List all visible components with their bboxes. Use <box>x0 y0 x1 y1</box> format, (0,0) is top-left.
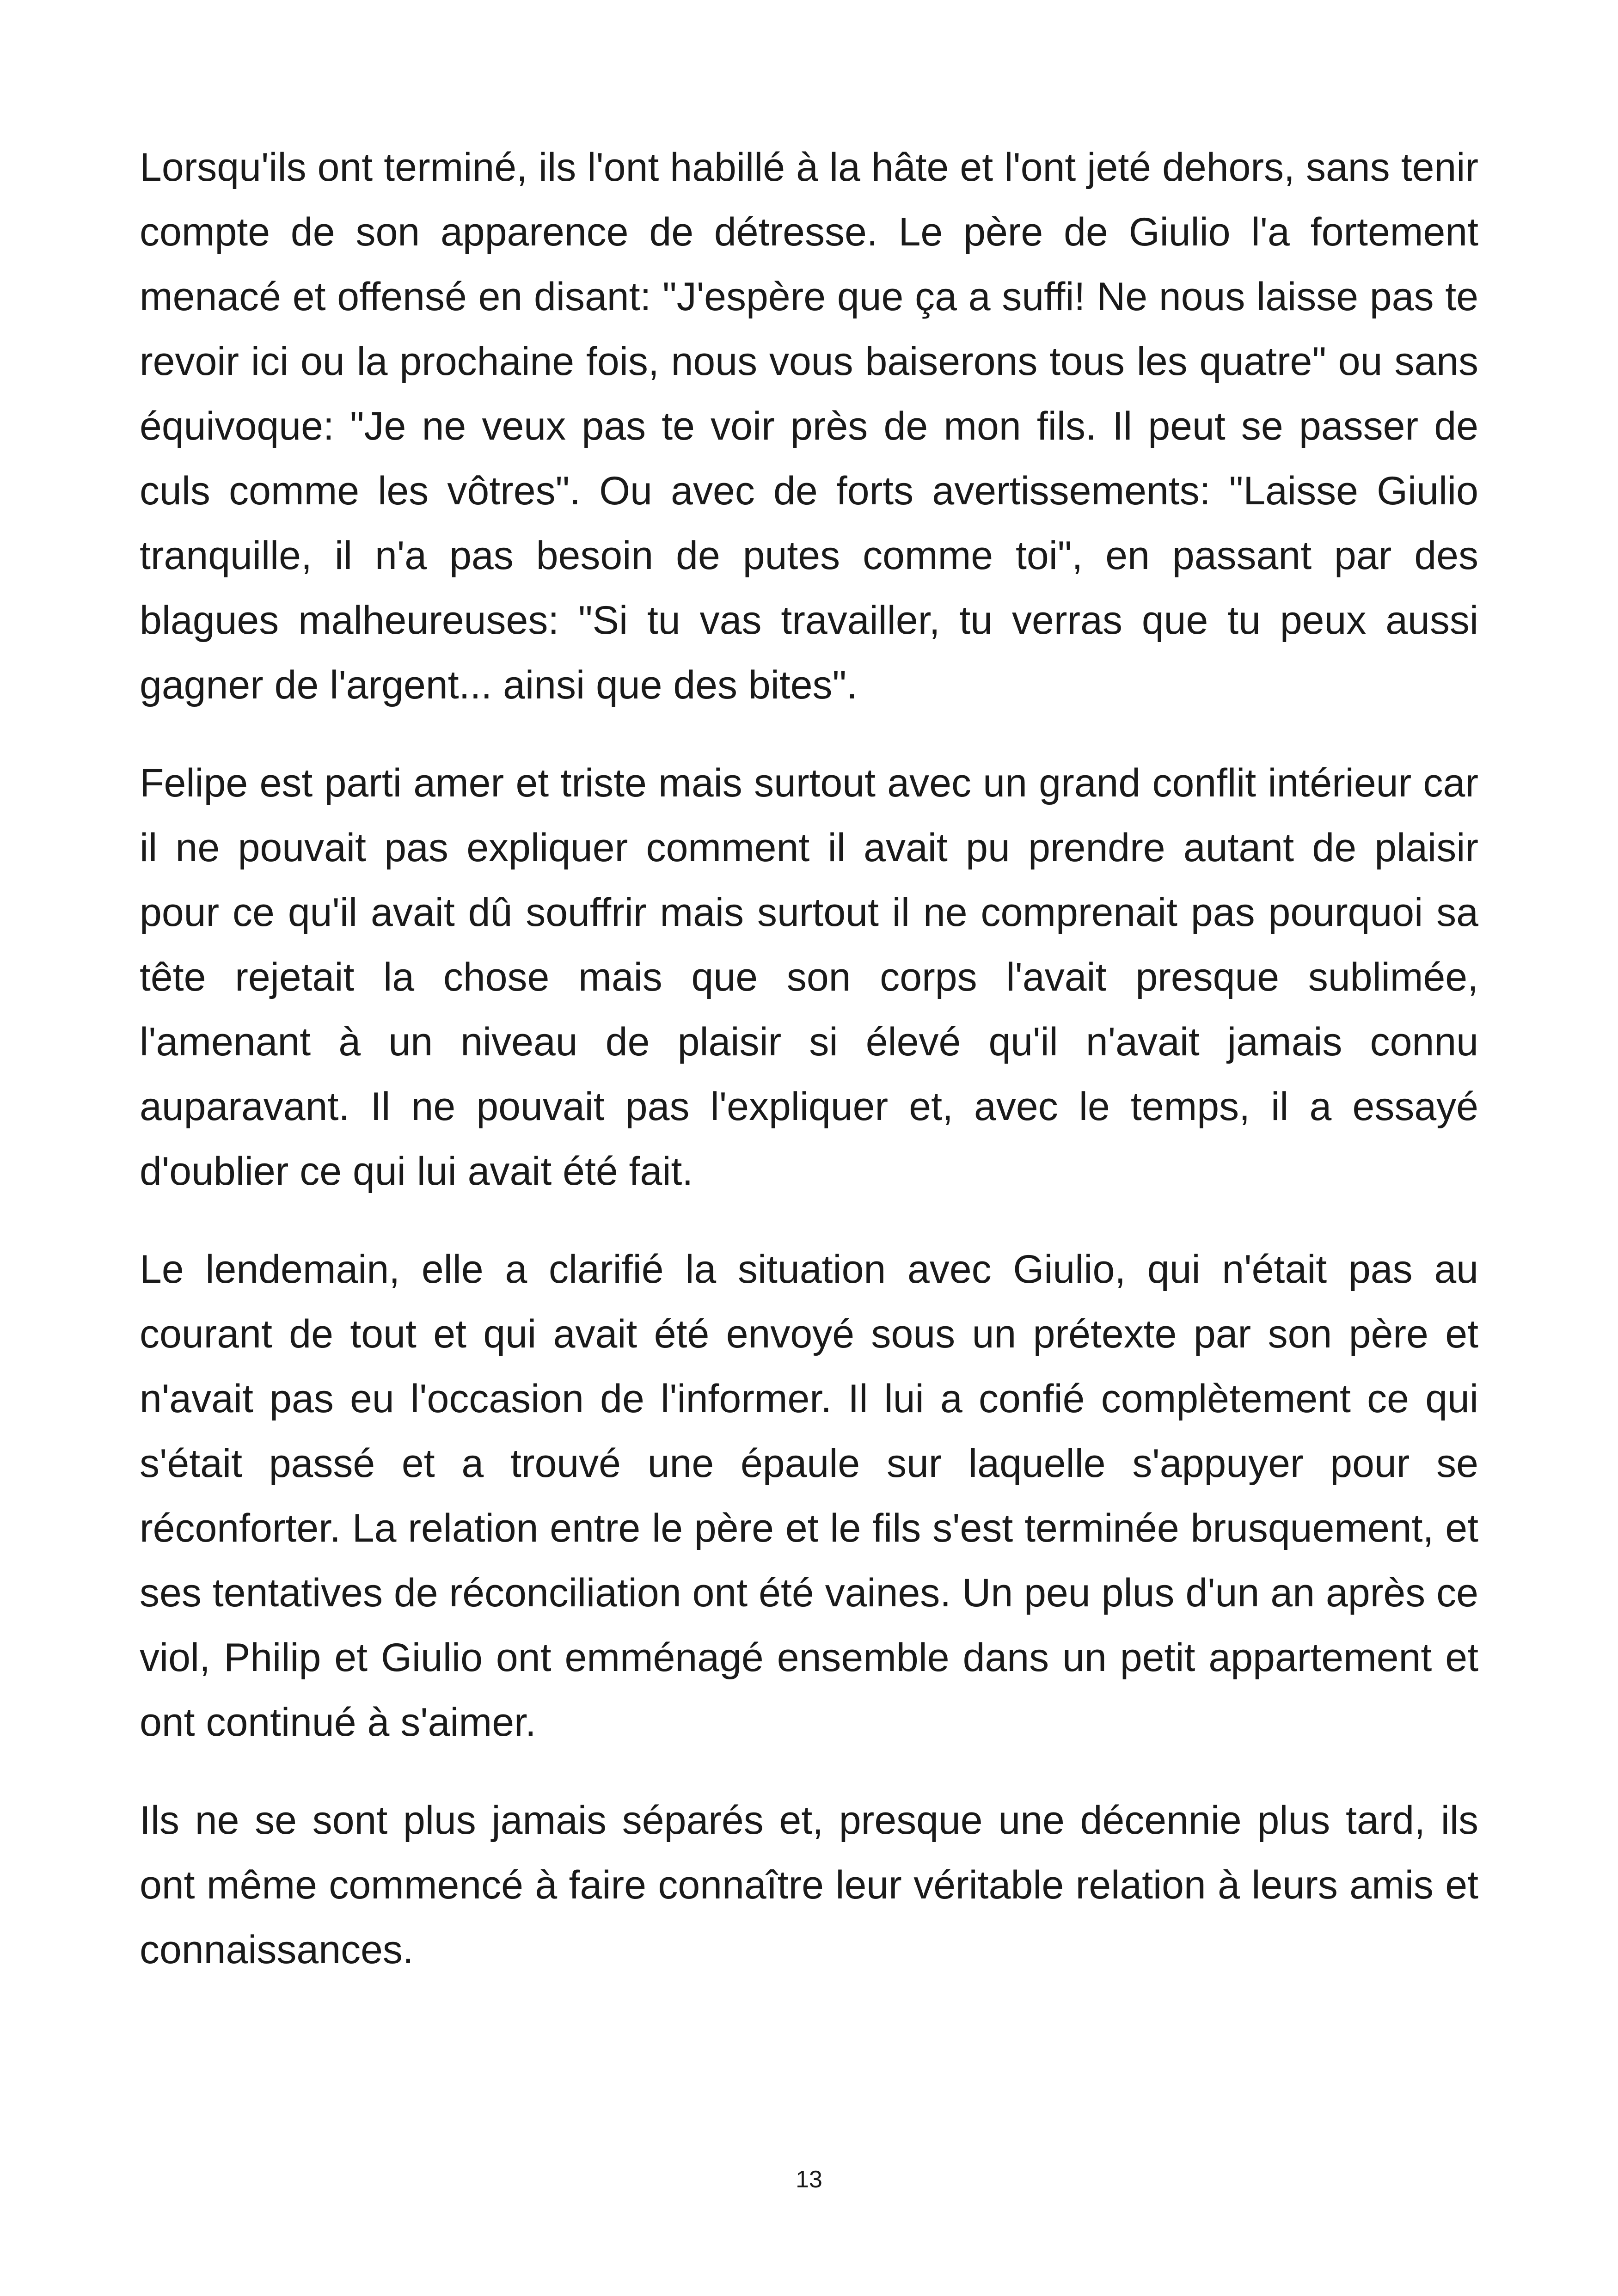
paragraph-3: Le lendemain, elle a clarifié la situation avec Giulio, qui n'était pas au courant de tout et qui avait été envoyé sous un prétexte par son père et n'avait pas eu l'occasion de l'informer. Il lui a confié complètement ce qui s'était passé et a trouvé une épaule sur laquelle s'appuyer pour se réconforter. La relation entre le père et le fils s'est terminée brusquement, et ses tentatives de réconciliation ont été vaines. Un peu plus d'un an après ce viol, Philip et Giulio ont emménagé ensemble dans un petit appartement et ont continué à s'aimer. <box>140 1247 1478 1745</box>
paragraph-2: Felipe est parti amer et triste mais surtout avec un grand conflit intérieur car il ne pouvait pas expliquer comment il avait pu prendre autant de plaisir pour ce qu'il avait dû souffrir mais surtout il ne comprenait pas pourquoi sa tête rejetait la chose mais que son corps l'avait presque sublimée, l'amenant à un niveau de plaisir si élevé qu'il n'avait jamais connu auparavant. Il ne pouvait pas l'expliquer et, avec le temps, il a essayé d'oublier ce qui lui avait été fait. <box>140 761 1478 1194</box>
body-text <box>140 135 1478 2015</box>
page-number: 13 <box>796 2166 822 2193</box>
paragraph-4: Ils ne se sont plus jamais séparés et, presque une décennie plus tard, ils ont même commencé à faire connaître leur véritable relation à leurs amis et connaissances. <box>140 1798 1478 1972</box>
paragraph-1: Lorsqu'ils ont terminé, ils l'ont habillé à la hâte et l'ont jeté dehors, sans tenir compte de son apparence de détresse. Le père de Giulio l'a fortement menacé et offensé en disant: "J'espère que ça a suffi! Ne nous laisse pas te revoir ici ou la prochaine fois, nous vous baiserons tous les quatre" ou sans équivoque: "Je ne veux pas te voir près de mon fils. Il peut se passer de culs comme les vôtres". Ou avec de forts avertissements: "Laisse Giulio tranquille, il n'a pas besoin de putes comme toi", en passant par des blagues malheureuses: "Si tu vas travailler, tu verras que tu peux aussi gagner de l'argent... ainsi que des bites". <box>140 145 1478 707</box>
